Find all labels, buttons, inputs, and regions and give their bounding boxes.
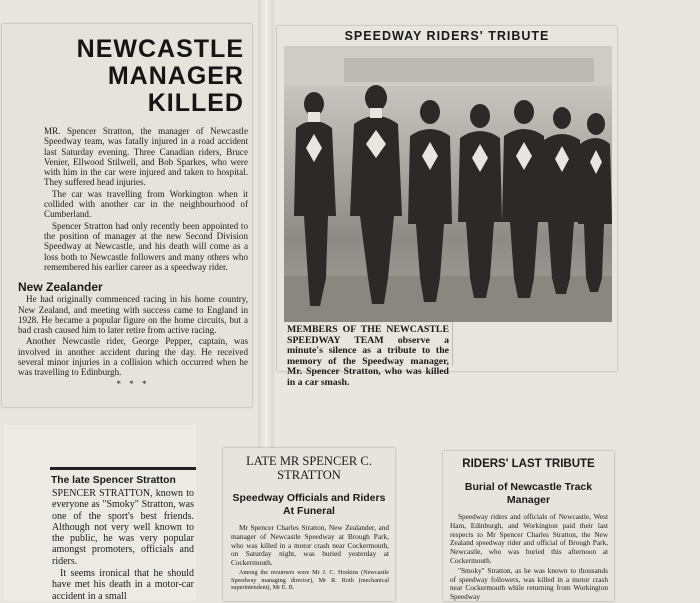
paragraph: "Smoky" Stratton, as he was known to thousands of speedway followers, was killed in a motor crash near Cockermouth while returning from Workington Speedway xyxy=(450,565,608,602)
paragraph: Speedway riders and officials of Newcastle, West Ham, Edinburgh, and Workington paid their last respects to Mr Spencer Charles Stratton, the New Zealand speedway rider and official of Brough Park, Newcastle, who was buried this afternoon at Cockermouth. xyxy=(450,512,608,565)
paragraph: He had originally commenced racing in his home country, New Zealand, and meeting with success came to England in 1928. He became a popular figure on the home circuits, but a bad crash caused him to later retire from active racing. xyxy=(18,294,248,336)
clipping-title: LATE MR SPENCER C. STRATTON xyxy=(246,454,372,482)
end-mark: * * * xyxy=(116,378,150,389)
photo-caption: MEMBERS OF THE NEWCASTLE SPEEDWAY TEAM observe a minute's silence as a tribute to the memory of the Speedway manager, Mr. Spencer Stratton, who was killed in a car smash. xyxy=(287,324,449,388)
team-photograph xyxy=(284,46,612,322)
paragraph: Mr Spencer Charles Stratton, New Zealander, and manager of Newcastle Speedway at Brough Park, who was killed in a motor crash near Cockermouth, on Saturday night, was buried yesterday at Cockermouth. xyxy=(231,523,389,568)
subheading: New Zealander xyxy=(18,280,103,294)
article-body-continued xyxy=(18,282,248,389)
clipping-title: SPEEDWAY RIDERS' TRIBUTE xyxy=(344,29,550,43)
article-body xyxy=(44,126,248,273)
paragraph: Among the mourners were Mr J. C. Hoskins (Newcastle Speedway managing director), Mr R. Roth (mechanical superintendent), Mr E. B. xyxy=(231,568,389,592)
article-body xyxy=(450,513,608,603)
clipping-subtitle: Speedway Officials and Riders At Funeral xyxy=(232,492,386,517)
headline-line-1: NEWCASTLE xyxy=(76,35,244,63)
article-body xyxy=(231,524,389,593)
paragraph: The car was travelling from Workington when it collided with another car in the neighbourhood of Cumberland. xyxy=(44,188,248,220)
article-body xyxy=(52,488,194,603)
headline-line-3: KILLED xyxy=(147,89,244,117)
paragraph: Spencer Stratton had only recently been appointed to the position of manager at the new Second Division Speedway at Newcastle, and his death will come as a loss both to Newcastle followers and many others who remembered his earlier career as a speedway rider. xyxy=(44,220,248,272)
title-rule xyxy=(50,467,196,470)
headline-line-2: MANAGER xyxy=(107,62,244,90)
paragraph: MR. Spencer Stratton, the manager of Newcastle Speedway team, was fatally injured in a road accident last Saturday evening. Three Canadian riders, Bruce Venier, Ellwood Stilwell, and Bob Sparkes, who were with him in the car were injured and taken to hospital. They suffered head injuries. xyxy=(44,126,248,188)
clipping-manager-killed xyxy=(2,24,252,407)
clipping-funeral xyxy=(223,448,395,601)
clipping-title: RIDERS' LAST TRIBUTE xyxy=(462,458,595,470)
clipping-riders-tribute xyxy=(277,26,617,388)
headline xyxy=(22,36,244,117)
clipping-late-spencer-stratton xyxy=(4,425,196,601)
paragraph: It seems ironical that he should have met his death in a motor-car accident in a small xyxy=(52,568,194,602)
clipping-subtitle: Burial of Newcastle Track Manager xyxy=(464,481,593,506)
paragraph: Another Newcastle rider, George Pepper, captain, was involved in another accident during the day. He received several minor injuries in a collision which occurred when he was travelling to Edinburgh. xyxy=(18,336,248,378)
clipping-title: The late Spencer Stratton xyxy=(51,475,176,486)
paragraph: SPENCER STRATTON, known to everyone as "Smoky" Stratton, was one of the sport's best friends. Although not very well known to the public, he was very popular amongst promoters, officials and riders. xyxy=(52,488,194,567)
clipping-last-tribute xyxy=(443,451,614,601)
